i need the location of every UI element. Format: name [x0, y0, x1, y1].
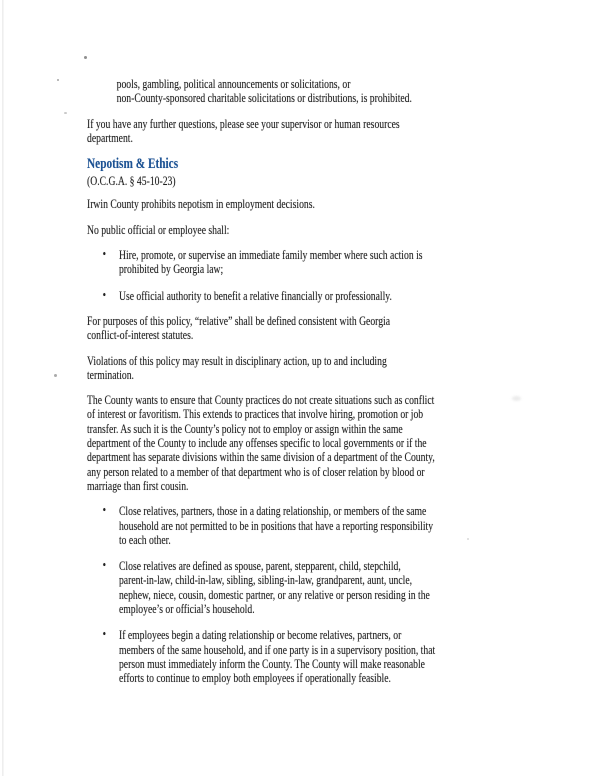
text-line: pools, gambling, political announcements or solicitations, or	[116, 77, 351, 91]
list-item-official-authority	[87, 289, 571, 303]
bullet-icon: •	[102, 503, 106, 518]
text-line: non-County-sponsored charitable solicitations or distributions, is prohibited.	[116, 91, 412, 106]
section-heading-nepotism-ethics: Nepotism & Ethics	[87, 156, 179, 173]
text-line: For purposes of this policy, “relative” shall be defined consistent with Georgia	[87, 313, 391, 328]
list-item-dating-relationship	[87, 628, 571, 685]
text-line: of interest or favoritism. This extends to practices that involve hiring, promotion or job	[87, 407, 424, 422]
text-line: termination.	[87, 367, 134, 382]
text-line: Violations of this policy may result in disciplinary action, up to and including	[87, 353, 387, 368]
text-line: No public official or employee shall:	[87, 222, 230, 237]
text-line: conflict-of-interest statutes.	[87, 328, 194, 343]
text-line: If you have any further questions, please see your supervisor or human resources	[87, 116, 400, 131]
paragraph-no-public-official	[87, 223, 571, 237]
text-line: members of the same household, and if one party is in a supervisory position, that	[118, 642, 436, 657]
text-line: household are not permitted to be in positions that have a reporting responsibility	[118, 518, 434, 533]
text-line: employee’s or official’s household.	[118, 602, 255, 617]
scan-speck	[64, 112, 67, 114]
text-line: department has separate divisions within the same division of a department of the County,	[87, 450, 435, 465]
scan-speck	[84, 56, 87, 59]
bullet-list-officials	[87, 248, 571, 303]
bullet-icon: •	[102, 627, 106, 642]
text-line: Hire, promote, or supervise an immediate family member where such action is	[118, 248, 423, 263]
bullet-list-relatives	[87, 504, 571, 685]
text-line: nephew, niece, cousin, domestic partner, or any relative or person residing in the	[118, 587, 430, 602]
paragraph-prohibited-solicitations	[117, 77, 571, 106]
text-line: transfer. As such it is the County’s policy not to employ or assign within the same	[87, 421, 403, 436]
text-line: prohibited by Georgia law;	[118, 262, 224, 277]
text-line: department of the County to include any offenses specific to local governments or if the	[87, 436, 427, 451]
statute-citation	[87, 174, 571, 188]
list-item-hire-promote	[87, 248, 571, 277]
scan-speck	[57, 79, 59, 81]
paragraph-nepotism-prohibited	[87, 197, 571, 211]
paragraph-relative-definition	[87, 314, 571, 343]
bullet-icon: •	[102, 247, 106, 262]
text-line: efforts to continue to employ both employees if operationally feasible.	[118, 671, 391, 686]
text-line: department.	[87, 130, 133, 145]
list-item-close-relatives-definition	[87, 559, 571, 616]
text-line: any person related to a member of that department who is of closer relation by blood or	[87, 464, 425, 479]
text-line: Close relatives are defined as spouse, parent, stepparent, child, stepchild,	[118, 559, 401, 574]
text-line: Irwin County prohibits nepotism in employment decisions.	[87, 197, 315, 212]
text-line: to each other.	[118, 532, 171, 547]
text-line: parent-in-law, child-in-law, sibling, sibling-in-law, grandparent, aunt, uncle,	[118, 573, 413, 588]
text-line: The County wants to ensure that County practices do not create situations such as conflict	[87, 393, 435, 408]
scan-edge-artifact	[2, 0, 4, 776]
text-line: marriage than first cousin.	[87, 478, 189, 493]
text-line: Use official authority to benefit a relative financially or professionally.	[118, 288, 392, 303]
document-content	[87, 77, 571, 697]
text-line: Close relatives, partners, those in a dating relationship, or members of the same	[118, 504, 427, 519]
bullet-icon: •	[102, 287, 106, 302]
text-line: (O.C.G.A. § 45-10-23)	[87, 174, 176, 189]
paragraph-further-questions	[87, 117, 571, 146]
text-line: person must immediately inform the County. The County will make reasonable	[118, 656, 425, 671]
text-line: If employees begin a dating relationship or become relatives, partners, or	[118, 628, 402, 643]
paragraph-county-policy	[87, 393, 571, 493]
bullet-icon: •	[102, 558, 106, 573]
paragraph-violations	[87, 354, 571, 383]
list-item-reporting-responsibility	[87, 504, 571, 547]
scan-speck	[54, 374, 57, 377]
